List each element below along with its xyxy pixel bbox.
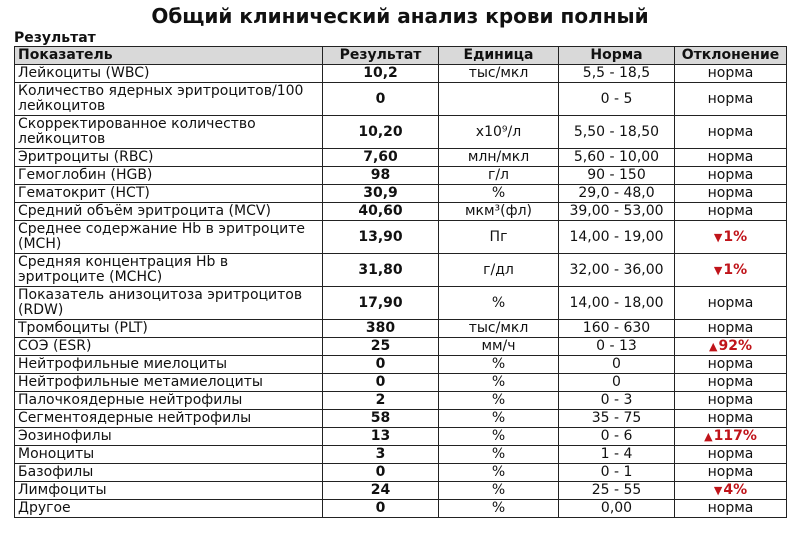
report-title: Общий клинический анализ крови полный bbox=[151, 4, 649, 28]
row-result-cell: 3 bbox=[323, 446, 439, 464]
row-result-cell: 17,90 bbox=[323, 287, 439, 320]
deviation-value: норма bbox=[707, 464, 754, 480]
row-indicator-cell: Эозинофилы bbox=[15, 428, 323, 446]
row-indicator-cell: Тромбоциты (PLT) bbox=[15, 320, 323, 338]
row-unit-cell: тыс/мкл bbox=[439, 65, 559, 83]
row-result-cell: 40,60 bbox=[323, 203, 439, 221]
row-result-cell: 58 bbox=[323, 410, 439, 428]
results-table bbox=[14, 46, 787, 518]
row-deviation-cell bbox=[675, 203, 787, 221]
row-indicator-cell: Другое bbox=[15, 500, 323, 518]
deviation-value: 117% bbox=[713, 428, 757, 444]
row-norm-cell: 0 - 6 bbox=[559, 428, 675, 446]
table-row bbox=[15, 185, 787, 203]
row-result-cell: 13 bbox=[323, 428, 439, 446]
row-indicator-cell: Скорректированное количество лейкоцитов bbox=[15, 116, 323, 149]
row-indicator-cell: Средняя концентрация Hb в эритроците (MCHC) bbox=[15, 254, 323, 287]
row-unit-cell: % bbox=[439, 356, 559, 374]
table-row bbox=[15, 464, 787, 482]
row-result-cell: 380 bbox=[323, 320, 439, 338]
row-result-cell: 0 bbox=[323, 83, 439, 116]
table-row bbox=[15, 320, 787, 338]
row-unit-cell: % bbox=[439, 464, 559, 482]
triangle-down-icon: ▼ bbox=[713, 484, 723, 497]
table-row bbox=[15, 338, 787, 356]
table-row bbox=[15, 356, 787, 374]
table-body bbox=[15, 65, 787, 518]
row-unit-cell: % bbox=[439, 185, 559, 203]
deviation-value: норма bbox=[707, 65, 754, 81]
deviation-value: норма bbox=[707, 374, 754, 390]
row-deviation-cell bbox=[675, 320, 787, 338]
row-result-cell: 0 bbox=[323, 464, 439, 482]
row-indicator-cell: Количество ядерных эритроцитов/100 лейкоцитов bbox=[15, 83, 323, 116]
row-deviation-cell bbox=[675, 482, 787, 500]
row-result-cell: 31,80 bbox=[323, 254, 439, 287]
col-header-result: Результат bbox=[323, 47, 439, 65]
deviation-value: норма bbox=[707, 149, 754, 165]
row-indicator-cell: Гемоглобин (HGB) bbox=[15, 167, 323, 185]
row-norm-cell: 32,00 - 36,00 bbox=[559, 254, 675, 287]
row-norm-cell: 5,50 - 18,50 bbox=[559, 116, 675, 149]
row-unit-cell: % bbox=[439, 482, 559, 500]
row-deviation-cell bbox=[675, 287, 787, 320]
row-result-cell: 0 bbox=[323, 500, 439, 518]
row-unit-cell: мм/ч bbox=[439, 338, 559, 356]
deviation-value: 4% bbox=[723, 482, 748, 498]
row-unit-cell: % bbox=[439, 500, 559, 518]
row-indicator-cell: Нейтрофильные миелоциты bbox=[15, 356, 323, 374]
row-deviation-cell bbox=[675, 65, 787, 83]
row-indicator-cell: Лимфоциты bbox=[15, 482, 323, 500]
row-deviation-cell bbox=[675, 446, 787, 464]
row-norm-cell: 29,0 - 48,0 bbox=[559, 185, 675, 203]
row-result-cell: 13,90 bbox=[323, 221, 439, 254]
triangle-down-icon: ▼ bbox=[713, 230, 723, 244]
table-row bbox=[15, 446, 787, 464]
row-indicator-cell: Лейкоциты (WBC) bbox=[15, 65, 323, 83]
row-unit-cell: % bbox=[439, 287, 559, 320]
table-row bbox=[15, 203, 787, 221]
table-row bbox=[15, 83, 787, 116]
row-deviation-cell bbox=[675, 254, 787, 287]
row-norm-cell: 0 - 3 bbox=[559, 392, 675, 410]
table-row bbox=[15, 254, 787, 287]
table-row bbox=[15, 149, 787, 167]
table-row bbox=[15, 392, 787, 410]
row-deviation-cell bbox=[675, 356, 787, 374]
row-result-cell: 10,20 bbox=[323, 116, 439, 149]
row-indicator-cell: Эритроциты (RBC) bbox=[15, 149, 323, 167]
col-header-unit: Единица bbox=[439, 47, 559, 65]
deviation-value: норма bbox=[707, 446, 754, 462]
triangle-up-icon: ▲ bbox=[704, 430, 713, 443]
deviation-value: норма bbox=[707, 203, 754, 219]
table-row bbox=[15, 374, 787, 392]
row-unit-cell: г/дл bbox=[439, 254, 559, 287]
row-indicator-cell: Показатель анизоцитоза эритроцитов (RDW) bbox=[15, 287, 323, 320]
deviation-value: 92% bbox=[718, 338, 752, 354]
deviation-value: норма bbox=[707, 500, 754, 516]
table-row bbox=[15, 116, 787, 149]
row-norm-cell: 14,00 - 18,00 bbox=[559, 287, 675, 320]
row-result-cell: 24 bbox=[323, 482, 439, 500]
row-norm-cell: 90 - 150 bbox=[559, 167, 675, 185]
deviation-value: 1% bbox=[723, 228, 748, 245]
row-result-cell: 7,60 bbox=[323, 149, 439, 167]
deviation-value: норма bbox=[707, 392, 754, 408]
row-indicator-cell: Базофилы bbox=[15, 464, 323, 482]
row-deviation-cell bbox=[675, 116, 787, 149]
row-deviation-cell bbox=[675, 185, 787, 203]
row-norm-cell: 5,60 - 10,00 bbox=[559, 149, 675, 167]
col-header-indicator: Показатель bbox=[15, 47, 323, 65]
row-deviation-cell bbox=[675, 410, 787, 428]
deviation-value: норма bbox=[707, 90, 754, 107]
deviation-value: норма bbox=[707, 294, 754, 311]
row-deviation-cell bbox=[675, 149, 787, 167]
row-unit-cell: тыс/мкл bbox=[439, 320, 559, 338]
row-indicator-cell: Среднее содержание Hb в эритроците (MCH) bbox=[15, 221, 323, 254]
table-row bbox=[15, 410, 787, 428]
row-result-cell: 0 bbox=[323, 374, 439, 392]
row-indicator-cell: Палочкоядерные нейтрофилы bbox=[15, 392, 323, 410]
table-row bbox=[15, 482, 787, 500]
row-result-cell: 98 bbox=[323, 167, 439, 185]
row-result-cell: 2 bbox=[323, 392, 439, 410]
row-deviation-cell bbox=[675, 428, 787, 446]
row-norm-cell: 0 bbox=[559, 356, 675, 374]
row-indicator-cell: Гематокрит (HCT) bbox=[15, 185, 323, 203]
deviation-value: норма bbox=[707, 167, 754, 183]
triangle-up-icon: ▲ bbox=[709, 340, 718, 353]
row-unit-cell: % bbox=[439, 392, 559, 410]
deviation-value: норма bbox=[707, 410, 754, 426]
col-header-norm: Норма bbox=[559, 47, 675, 65]
deviation-value: норма bbox=[707, 185, 754, 201]
row-deviation-cell bbox=[675, 338, 787, 356]
row-norm-cell: 0,00 bbox=[559, 500, 675, 518]
row-norm-cell: 0 - 1 bbox=[559, 464, 675, 482]
row-result-cell: 25 bbox=[323, 338, 439, 356]
triangle-down-icon: ▼ bbox=[713, 263, 723, 277]
row-norm-cell: 35 - 75 bbox=[559, 410, 675, 428]
row-deviation-cell bbox=[675, 167, 787, 185]
row-result-cell: 10,2 bbox=[323, 65, 439, 83]
table-header-row bbox=[15, 47, 787, 65]
row-indicator-cell: Нейтрофильные метамиелоциты bbox=[15, 374, 323, 392]
col-header-deviation: Отклонение bbox=[675, 47, 787, 65]
row-unit-cell: мкм³(фл) bbox=[439, 203, 559, 221]
deviation-value: норма bbox=[707, 356, 754, 372]
row-norm-cell: 14,00 - 19,00 bbox=[559, 221, 675, 254]
row-deviation-cell bbox=[675, 83, 787, 116]
row-unit-cell: x10⁹/л bbox=[439, 116, 559, 149]
table-row bbox=[15, 167, 787, 185]
row-result-cell: 30,9 bbox=[323, 185, 439, 203]
row-norm-cell: 160 - 630 bbox=[559, 320, 675, 338]
row-deviation-cell bbox=[675, 374, 787, 392]
row-deviation-cell bbox=[675, 221, 787, 254]
row-unit-cell: млн/мкл bbox=[439, 149, 559, 167]
row-norm-cell: 0 - 5 bbox=[559, 83, 675, 116]
row-indicator-cell: Средний объём эритроцита (MCV) bbox=[15, 203, 323, 221]
table-row bbox=[15, 65, 787, 83]
table-row bbox=[15, 221, 787, 254]
row-unit-cell: % bbox=[439, 446, 559, 464]
row-unit-cell: г/л bbox=[439, 167, 559, 185]
deviation-value: 1% bbox=[723, 261, 748, 278]
row-unit-cell bbox=[439, 83, 559, 116]
row-indicator-cell: СОЭ (ESR) bbox=[15, 338, 323, 356]
row-unit-cell: % bbox=[439, 428, 559, 446]
row-deviation-cell bbox=[675, 392, 787, 410]
row-norm-cell: 0 bbox=[559, 374, 675, 392]
row-indicator-cell: Сегментоядерные нейтрофилы bbox=[15, 410, 323, 428]
deviation-value: норма bbox=[707, 123, 754, 140]
row-norm-cell: 5,5 - 18,5 bbox=[559, 65, 675, 83]
section-label: Результат bbox=[14, 30, 96, 46]
row-unit-cell: % bbox=[439, 374, 559, 392]
row-norm-cell: 39,00 - 53,00 bbox=[559, 203, 675, 221]
row-unit-cell: Пг bbox=[439, 221, 559, 254]
deviation-value: норма bbox=[707, 320, 754, 336]
row-indicator-cell: Моноциты bbox=[15, 446, 323, 464]
row-result-cell: 0 bbox=[323, 356, 439, 374]
row-norm-cell: 0 - 13 bbox=[559, 338, 675, 356]
row-norm-cell: 1 - 4 bbox=[559, 446, 675, 464]
table-row bbox=[15, 287, 787, 320]
table-row bbox=[15, 500, 787, 518]
row-unit-cell: % bbox=[439, 410, 559, 428]
row-norm-cell: 25 - 55 bbox=[559, 482, 675, 500]
row-deviation-cell bbox=[675, 500, 787, 518]
row-deviation-cell bbox=[675, 464, 787, 482]
table-row bbox=[15, 428, 787, 446]
